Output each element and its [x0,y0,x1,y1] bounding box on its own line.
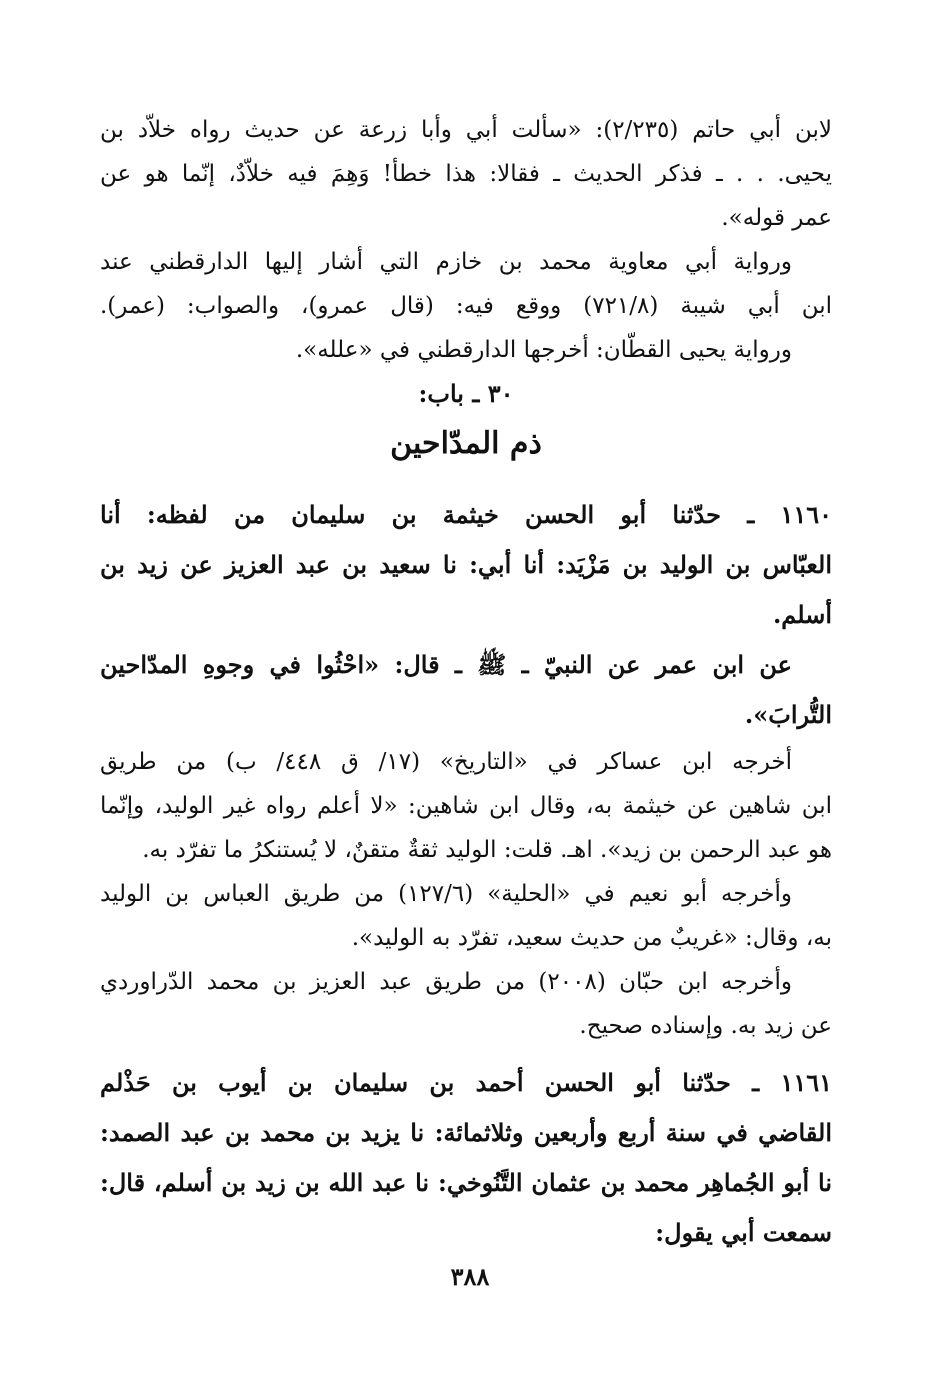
hadith-line: عن ابن عمر عن النبيّ ـ ﷺ ـ قال: «احْثُوا في وجوهِ المدّاحين [100,650,792,679]
page-body [100,108,832,1258]
text-line: وأخرجه ابن حبّان (٢٠٠٨) من طريق عبد العزيز بن محمد الدّراوردي [100,969,793,995]
text-line: هو عبد الرحمن بن زيد». اهـ. قلت: الوليد ثقةٌ متقنٌ، لا يُستنكرُ ما تفرّد به. [142,837,832,863]
hadith-1161 [100,1058,832,1258]
text-line: أخرجه ابن عساكر في «التاريخ» (١٧/ ق ٤٤٨/ ب) من طريق [100,749,793,775]
chapter-title: ذم المدّاحين [390,426,542,461]
hadith-line: نا أبو الجُماهِر محمد بن عثمان التَّنُوخي: نا عبد الله بن زيد بن أسلم، قال: [100,1168,832,1197]
text-line: به، وقال: «غريبٌ من حديث سعيد، تفرّد به الوليد». [351,925,832,951]
hadith-line: التُّرابَ». [744,700,832,729]
text-line: يحيى. . . ـ فذكر الحديث ـ فقالا: هذا خطأ! وَهِمَ فيه خلاّدٌ، إنّما هو عن [100,161,832,187]
text-line: ورواية أبي معاوية محمد بن خازم التي أشار إليها الدارقطني عند [100,249,792,275]
chapter-number: ٣٠ ـ باب: [418,379,514,408]
spacer [100,1048,832,1058]
hadith-line: أسلم. [772,600,832,629]
hadith-1160 [100,490,832,740]
text-line: وأخرجه أبو نعيم في «الحلية» (١٢٧/٦) من طريق العباس بن الوليد [100,881,792,907]
text-line: عن زيد به. وإسناده صحيح. [579,1013,832,1039]
commentary-1160 [100,740,832,1048]
footnote-paragraph-2 [100,240,832,328]
text-line: عمر قوله». [721,205,832,231]
text-line: ورواية يحيى القطّان: أخرجها الدارقطني في «علله». [295,337,792,363]
hadith-line: ١١٦١ ـ حدّثنا أبو الحسن أحمد بن سليمان بن أيوب بن حَذْلم [100,1068,832,1097]
hadith-line: العبّاس بن الوليد بن مَزْيَد: أنا أبي: نا سعيد بن عبد العزيز عن زيد بن [100,550,832,579]
footnote-paragraph-3 [100,328,832,372]
text-line: ابن أبي شيبة (٧٢١/٨) ووقع فيه: (قال عمرو)، والصواب: (عمر). [100,293,832,319]
hadith-line: القاضي في سنة أربع وأربعين وثلاثمائة: نا يزيد بن محمد بن عبد الصمد: [100,1118,832,1147]
hadith-line: سمعت أبي يقول: [655,1218,832,1247]
hadith-line: ١١٦٠ ـ حدّثنا أبو الحسن خيثمة بن سليمان من لفظه: أنا [100,500,832,529]
text-line: لابن أبي حاتم (٢/٢٣٥): «سألت أبي وأبا زرعة عن حديث رواه خلاّد بن [100,117,832,143]
page-number: ٣٨٨ [450,1262,490,1291]
text-line: ابن شاهين عن خيثمة به، وقال ابن شاهين: «لا أعلم رواه غير الوليد، وإنّما [100,793,832,819]
footnote-paragraph-1 [100,108,832,240]
